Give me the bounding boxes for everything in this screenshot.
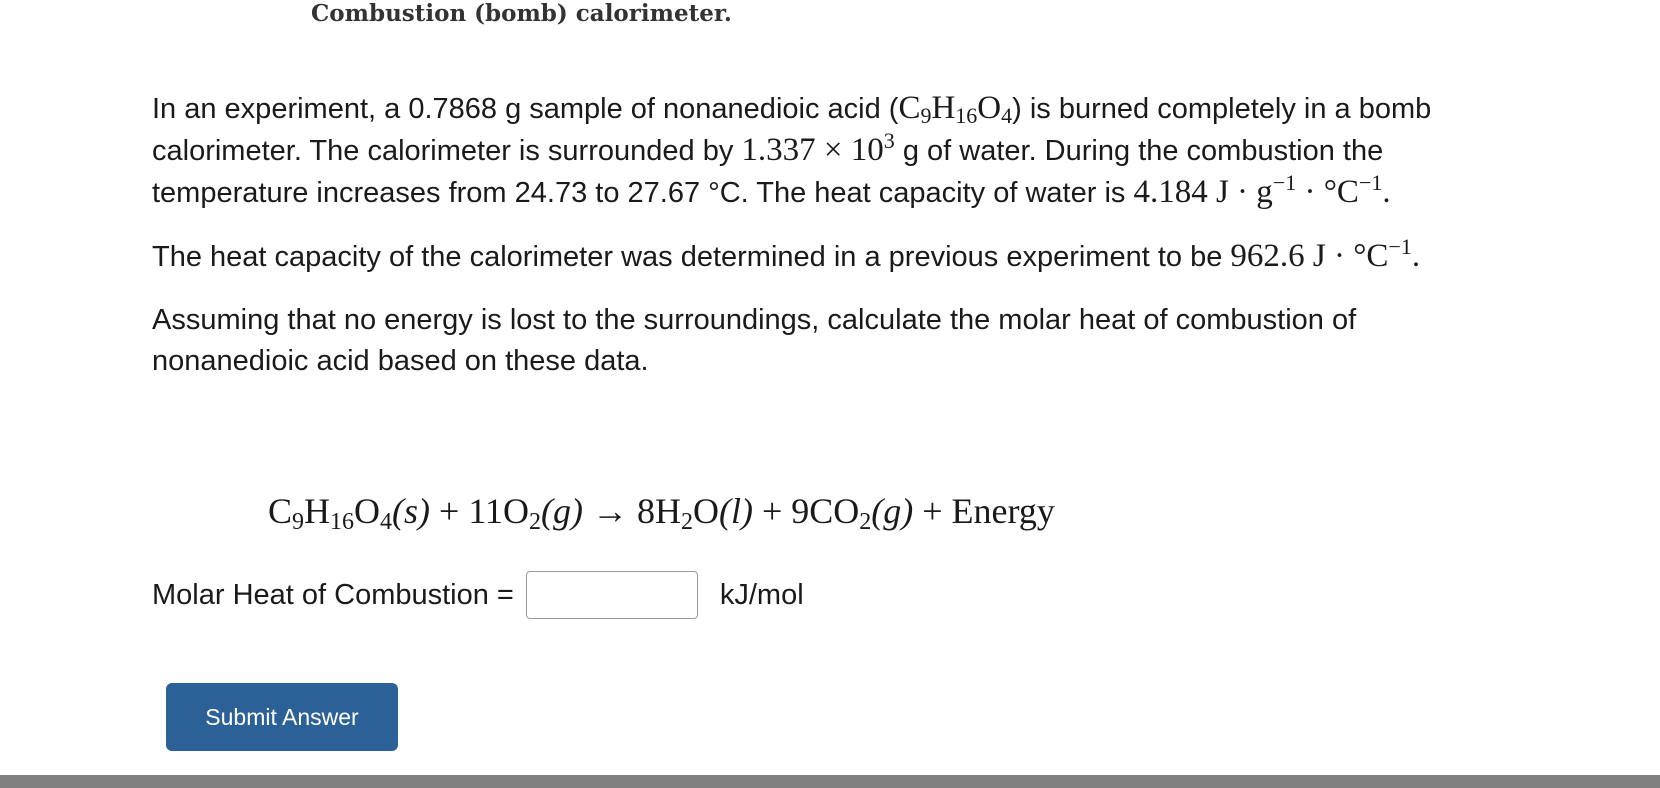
- cp-unit: · °C: [1296, 174, 1359, 210]
- calorimeter-cp-exponent: −1: [1388, 234, 1412, 259]
- formula-element: H: [931, 90, 956, 126]
- eq-term: O: [354, 491, 381, 531]
- combustion-equation: [268, 490, 1055, 535]
- cp-exponent: −1: [1358, 170, 1383, 195]
- answer-label: Molar Heat of Combustion =: [152, 578, 514, 611]
- eq-subscript: 2: [859, 509, 872, 535]
- eq-term: + Energy: [913, 491, 1055, 531]
- eq-term: + 9CO: [752, 491, 860, 531]
- formula-element: C: [898, 90, 921, 126]
- mass-mantissa: 1.337 × 10: [741, 132, 884, 168]
- eq-subscript: 16: [330, 509, 355, 535]
- cp-exponent: −1: [1272, 170, 1297, 195]
- formula-subscript: 4: [1001, 103, 1013, 128]
- eq-term: C: [268, 491, 293, 531]
- eq-state: (l): [718, 491, 753, 531]
- submit-answer-button[interactable]: Submit Answer: [166, 683, 398, 751]
- eq-subscript: 4: [380, 509, 393, 535]
- problem-text: [152, 88, 1472, 404]
- answer-unit: kJ/mol: [719, 578, 804, 611]
- mass-exponent: 3: [883, 128, 895, 153]
- text-segment: ) is burned completely in a bomb calorimeter. The calorimeter is surrounded by: [152, 93, 1432, 167]
- problem-paragraph-3: Assuming that no energy is lost to the surroundings, calculate the molar heat of combustion of nonanedioic acid based on these data.: [152, 304, 1357, 377]
- eq-subscript: 9: [292, 509, 305, 535]
- period: .: [1382, 174, 1391, 210]
- water-mass: [741, 128, 895, 168]
- calorimeter-heat-capacity: [1230, 234, 1421, 274]
- text-segment: The heat capacity of the calorimeter was determined in a previous experiment to be: [152, 241, 1231, 273]
- figure-caption: Combustion (bomb) calorimeter.: [311, 0, 732, 27]
- eq-term: 8H: [636, 491, 681, 531]
- water-heat-capacity: [1133, 170, 1391, 210]
- bottom-scrollbar: [0, 775, 1660, 788]
- text-segment: In an experiment, a 0.7868 g sample of nonanedioic acid (: [152, 93, 899, 125]
- eq-subscript: 2: [528, 509, 541, 535]
- formula-subscript: 16: [955, 103, 978, 128]
- eq-term: + 11O: [430, 491, 529, 531]
- formula-element: O: [977, 90, 1002, 126]
- eq-term: H: [304, 491, 331, 531]
- text-segment: g of water. During the combustion the temperature increases from 24.73 to 27.67 °C. The heat capacity of water is: [152, 135, 1384, 209]
- problem-paragraph-1: [152, 88, 1472, 214]
- reaction-arrow: →: [582, 491, 637, 531]
- answer-row: [152, 568, 804, 622]
- chemical-formula: [898, 90, 1012, 126]
- calorimeter-cp-value: 962.6 J · °C: [1230, 238, 1389, 274]
- cp-value: 4.184 J · g: [1133, 174, 1273, 210]
- formula-subscript: 9: [920, 103, 932, 128]
- eq-state: (s): [392, 491, 431, 531]
- molar-heat-input[interactable]: [526, 571, 698, 619]
- eq-term: O: [692, 491, 719, 531]
- period: .: [1411, 238, 1421, 274]
- eq-state: (g): [871, 491, 914, 531]
- eq-state: (g): [540, 491, 583, 531]
- problem-paragraph-2: [152, 236, 1472, 278]
- eq-subscript: 2: [680, 509, 693, 535]
